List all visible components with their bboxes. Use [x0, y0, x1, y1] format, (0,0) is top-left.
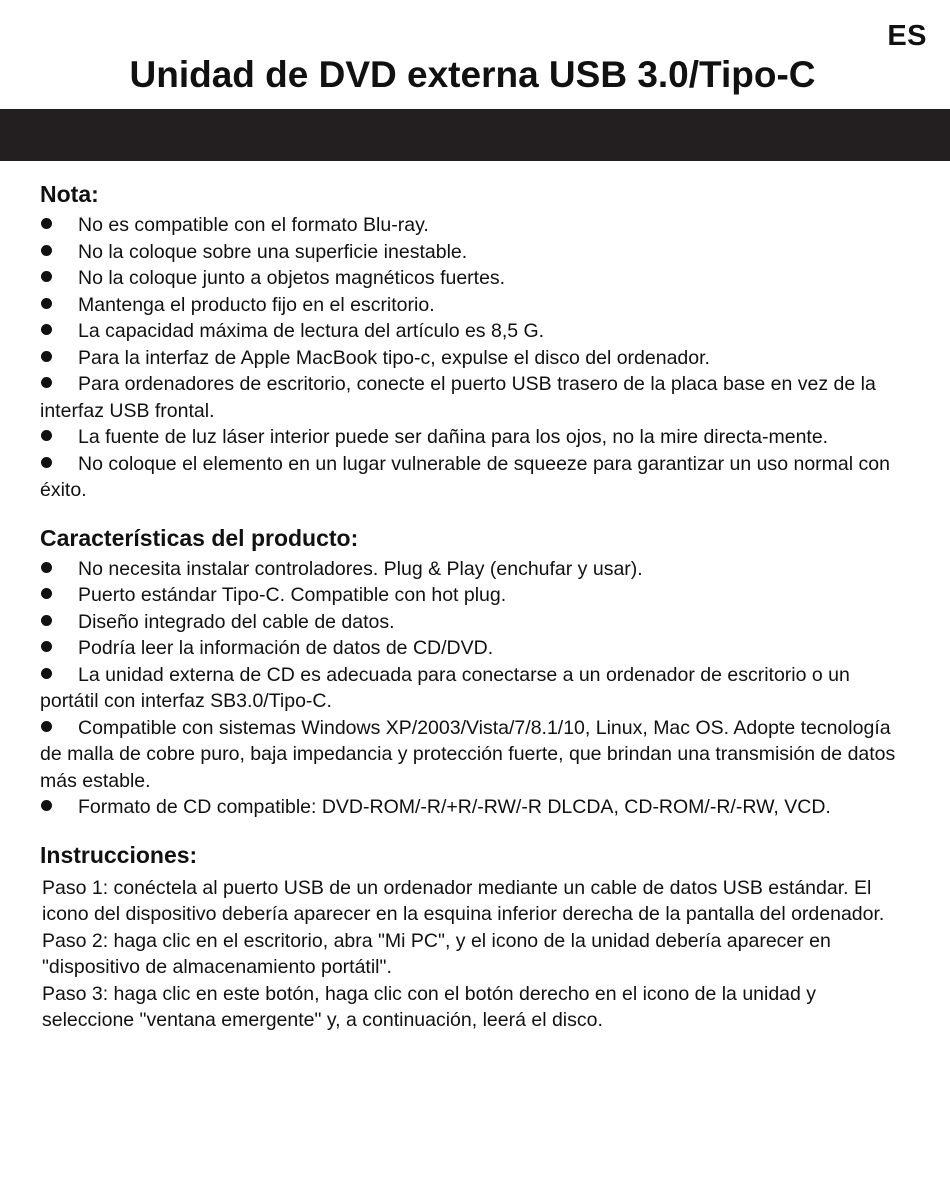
bullet-icon: [41, 430, 52, 441]
list-item: [40, 239, 910, 266]
bullet-icon: [41, 457, 52, 468]
list-item: [40, 371, 910, 424]
list-item: [40, 292, 910, 319]
header-bar: [0, 109, 950, 161]
step-text: Paso 2: haga clic en el escritorio, abra "Mi PC", y el icono de la unidad debería aparecer en "dispositivo de almacenamiento portátil".: [42, 929, 831, 978]
nota-heading: Nota:: [40, 181, 99, 207]
instructions-steps: [40, 875, 910, 1034]
language-code: ES: [887, 20, 927, 52]
item-text: No la coloque sobre una superficie inestable.: [78, 240, 468, 263]
item-text: Podría leer la información de datos de CD/DVD.: [78, 637, 494, 659]
item-text: Compatible con sistemas Windows XP/2003/Vista/7/8.1/10, Linux, Mac OS. Adopte tecnología de malla de cobre puro, baja impedancia y protección fuerte, que brindan una transmisión de datos más estable.: [40, 716, 896, 792]
bullet-icon: [41, 800, 52, 811]
list-item: [40, 424, 910, 451]
item-text: Diseño integrado del cable de datos.: [78, 610, 395, 633]
step-text: Paso 1: conéctela al puerto USB de un ordenador mediante un cable de datos USB estándar. El icono del dispositivo debería aparecer en la esquina inferior derecha de la pantalla del ordenador.: [42, 876, 885, 925]
item-text: La fuente de luz láser interior puede ser dañina para los ojos, no la mire directa-mente.: [78, 426, 829, 448]
bullet-icon: [41, 588, 52, 599]
item-text: No necesita instalar controladores. Plug & Play (enchufar y usar).: [78, 557, 643, 580]
item-text: Para ordenadores de escritorio, conecte el puerto USB trasero de la placa base en vez de la interfaz USB frontal.: [40, 373, 876, 422]
features-heading: Características del producto:: [40, 524, 359, 551]
list-item: [40, 345, 910, 372]
item-text: No es compatible con el formato Blu-ray.: [78, 214, 429, 236]
step-text: Paso 3: haga clic en este botón, haga clic con el botón derecho en el icono de la unidad y seleccione "ventana emergente" y, a continuación, leerá el disco.: [42, 982, 817, 1031]
item-text: Puerto estándar Tipo-C. Compatible con hot plug.: [78, 584, 507, 606]
list-item: [40, 582, 910, 609]
bullet-icon: [41, 298, 52, 309]
bullet-icon: [41, 668, 52, 679]
item-text: Para la interfaz de Apple MacBook tipo-c, expulse el disco del ordenador.: [78, 346, 710, 369]
bullet-icon: [41, 245, 52, 256]
bullet-icon: [41, 562, 52, 573]
bullet-icon: [41, 641, 52, 652]
bullet-icon: [41, 218, 52, 229]
list-item: [40, 794, 910, 821]
list-item: [40, 556, 910, 583]
bullet-icon: [41, 721, 52, 732]
bullet-icon: [41, 377, 52, 388]
nota-list: [40, 212, 910, 504]
item-text: No la coloque junto a objetos magnéticos fuertes.: [78, 267, 506, 289]
item-text: La unidad externa de CD es adecuada para conectarse a un ordenador de escritorio o un portátil con interfaz SB3.0/Tipo-C.: [40, 663, 850, 712]
page-title: Unidad de DVD externa USB 3.0/Tipo-C: [129, 54, 816, 95]
list-item: [40, 662, 910, 715]
bullet-icon: [41, 351, 52, 362]
list-item: [40, 715, 910, 795]
bullet-icon: [41, 271, 52, 282]
content: [40, 176, 910, 1034]
item-text: La capacidad máxima de lectura del artículo es 8,5 G.: [78, 320, 545, 342]
list-item: [40, 451, 910, 504]
features-list: [40, 556, 910, 821]
item-text: No coloque el elemento en un lugar vulnerable de squeeze para garantizar un uso normal con éxito.: [40, 452, 890, 501]
instructions-heading: Instrucciones:: [40, 841, 198, 868]
item-text: Mantenga el producto fijo en el escritorio.: [78, 293, 435, 316]
bullet-icon: [41, 615, 52, 626]
list-item: [40, 265, 910, 292]
list-item: [40, 212, 910, 239]
list-item: [40, 609, 910, 636]
list-item: [40, 318, 910, 345]
bullet-icon: [41, 324, 52, 335]
item-text: Formato de CD compatible: DVD-ROM/-R/+R/-RW/-R DLCDA, CD-ROM/-R/-RW, VCD.: [78, 796, 831, 818]
list-item: [40, 635, 910, 662]
